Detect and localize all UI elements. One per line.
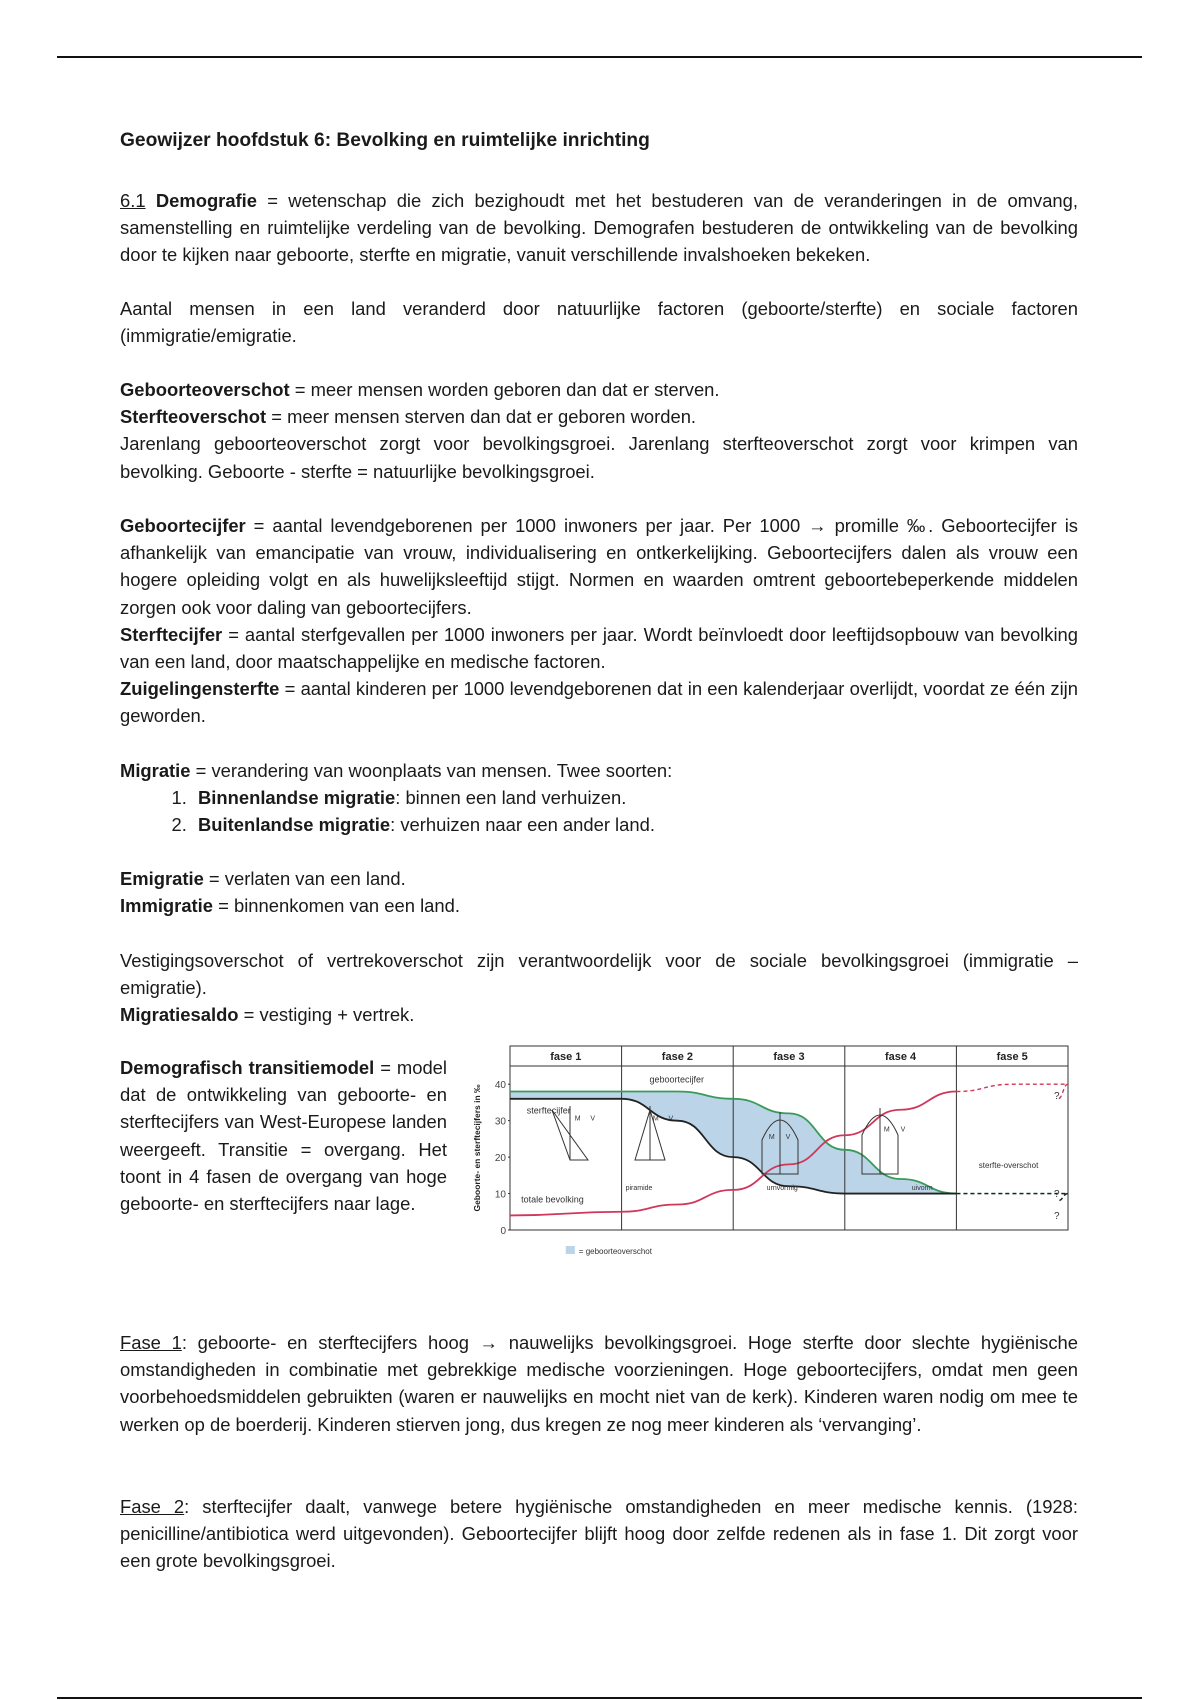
phase-label: fase 3 <box>773 1051 805 1063</box>
label-v: V <box>785 1133 791 1141</box>
transition-chart <box>470 1040 1070 1270</box>
y-tick-label: 0 <box>500 1226 506 1237</box>
label-question: ? <box>1054 1211 1060 1223</box>
term-migratie: Migratie <box>120 760 191 781</box>
y-tick-label: 40 <box>494 1080 506 1092</box>
term-zuigelingensterfte: Zuigelingensterfte <box>120 678 280 700</box>
label-sterftecijfer: sterftecijfer <box>526 1105 571 1116</box>
label-question: ? <box>1054 1090 1060 1102</box>
section-number: 6.1 <box>120 190 146 211</box>
label-m: M <box>768 1133 775 1141</box>
paragraph-fase-2: Fase 2: sterftecijfer daalt, vanwege betere hygiënische omstandigheden en meer medische kennis. (1928: penicilline/antibiotica werd uitgevonden). Geboortecijfer blijft hoog door zelfde redenen als in fase 1. Dit zorgt voor een grote bevolkingsgroei. <box>120 1496 1078 1572</box>
section-demografie <box>120 187 1078 269</box>
phase-label: fase 5 <box>996 1051 1028 1063</box>
term-sterfteoverschot: Sterfteoverschot <box>120 406 267 428</box>
section-vestiging: Vestigingsoverschot of vertrekoverschot zijn verantwoordelijk voor de sociale bevolkingsgroei (immigratie – emigratie). Migratiesaldo = vestiging + vertrek. <box>120 947 1078 1029</box>
term-geboortecijfer: Geboortecijfer <box>120 515 246 536</box>
term-sterftecijfer: Sterftecijfer <box>120 623 223 645</box>
label-geboortecijfer: geboortecijfer <box>649 1074 705 1085</box>
paragraph-vestiging: Vestigingsoverschot of vertrekoverschot zijn verantwoordelijk voor de sociale bevolkingsgroei (immigratie – emigratie). <box>120 950 1078 999</box>
series-forecast-totale-bevolking <box>956 1084 1068 1099</box>
def-geboorteoverschot: = meer mensen worden geboren dan dat er sterven. <box>289 379 720 400</box>
label-v: V <box>668 1115 674 1123</box>
def-zuigelingensterfte: = aantal kinderen per 1000 levendgeborenen dat in een kalenderjaar overlijdt, voordat ze één zijn geworden. <box>120 678 1078 727</box>
label-m: M <box>574 1115 581 1123</box>
term-demografie: Demografie <box>155 190 258 211</box>
def-geboortecijfer: = aantal levendgeborenen per 1000 inwoners per jaar. Per 1000 → promille ‰. Geboortecijfer is afhankelijk van emancipatie van vrouw, individualisering en ontkerkelijking. Geboortecijfers dalen als vrouw een hogere opleiding volgt en als huwelijksleeftijd stijgt. Normen en waarden omtrent geboortebeperkende middelen zorgen ook voor daling van geboortecijfers. <box>120 515 1078 618</box>
phase-label: fase 4 <box>884 1051 917 1063</box>
legend-label: = geboorteoverschot <box>578 1247 652 1256</box>
term-geboorteoverschot: Geboorteoverschot <box>120 379 290 400</box>
list-item: 1. Binnenlandse migratie: binnen een land verhuizen. <box>192 784 1078 811</box>
page-title: Geowijzer hoofdstuk 6: Bevolking en ruimtelijke inrichting <box>120 130 650 151</box>
bottom-rule <box>57 1697 1142 1699</box>
label-piramide: piramide <box>625 1184 653 1192</box>
top-rule <box>57 56 1142 58</box>
label-totale-bevolking: totale bevolking <box>521 1194 584 1205</box>
y-tick-label: 20 <box>494 1153 506 1165</box>
paragraph-fase-1: Fase 1: geboorte- en sterftecijfers hoog → nauwelijks bevolkingsgroei. Hoge sterfte door slechte hygiënische omstandigheden in combinatie met gebrekkige medische voorzieningen. Hoge geboortecijfers, omdat men geen voorbehoedsmiddelen gebruikten (waren er nauwelijks en mocht niet van de kerk). Kinderen waren nodig om mee te werken op de boerderij. Kinderen stierven jong, dus kregen ze nog meer kinderen als ‘vervanging’. <box>120 1332 1078 1435</box>
section-cijfers <box>120 512 1078 730</box>
paragraph-transitiemodel: Demografisch transitiemodel = model dat de ontwikkeling van geboorte- en sterftecijfers van West-Europese landen weergeeft. Transitie = overgang. Het toont in 4 fasen de overgang van hoge geboorte- en sterftecijfers naar lage. <box>120 1057 447 1215</box>
fase-1-label: Fase 1 <box>120 1332 182 1353</box>
y-tick-label: 30 <box>494 1116 506 1128</box>
legend-swatch <box>566 1246 575 1254</box>
label-question: ? <box>1054 1189 1060 1201</box>
label-sterfte-overschot: sterfte-overschot <box>978 1161 1039 1171</box>
section-emigratie: Emigratie = verlaten van een land. Immigratie = binnenkomen van een land. <box>120 868 460 917</box>
label-m: M <box>883 1126 890 1134</box>
def-sterftecijfer: = aantal sterfgevallen per 1000 inwoners per jaar. Wordt beïnvloedt door leeftijdsopbouw van bevolking van een land, door maatschappelijke en medische factoren. <box>120 623 1078 673</box>
y-tick-label: 10 <box>494 1189 506 1201</box>
label-uivorm: uivorm <box>911 1184 933 1192</box>
y-axis-label: Geboorte- en sterftecijfers in ‰ <box>472 1084 482 1212</box>
section-migratie <box>120 757 1078 839</box>
series-forecast-sterftecijfer <box>956 1194 1068 1201</box>
series-forecast-geboortecijfer <box>956 1194 1068 1201</box>
phase-label: fase 2 <box>661 1051 694 1063</box>
def-sterfteoverschot: = meer mensen sterven dan dat er geboren worden. <box>266 406 697 428</box>
def-migratie: = verandering van woonplaats van mensen. Twee soorten: <box>190 760 673 781</box>
migratie-list <box>120 784 1078 838</box>
label-v: V <box>590 1115 596 1123</box>
transition-model-figure <box>470 1040 1070 1270</box>
label-v: V <box>900 1126 906 1134</box>
label-m: M <box>652 1115 659 1123</box>
fase-2-label: Fase 2 <box>120 1496 185 1517</box>
list-item: 2. Buitenlandse migratie: verhuizen naar een ander land. <box>192 811 1078 838</box>
label-urnvormig: urnvormig <box>766 1184 798 1192</box>
def-demografie: = wetenschap die zich bezighoudt met het bestuderen van de veranderingen in de omvang, samenstelling en ruimtelijke verdeling van de bevolking. Demografen bestuderen de ontwikkeling van de bevolking door te kijken naar geboorte, sterfte en migratie, vanuit verschillende invalshoeken bekeken. <box>120 190 1078 266</box>
paragraph-factoren: Aantal mensen in een land veranderd door natuurlijke factoren (geboorte/sterfte) en sociale factoren (immigratie/emigratie. <box>120 298 1078 347</box>
term-emigratie: Emigratie <box>120 868 204 889</box>
section-overschot <box>120 376 1078 485</box>
phase-label: fase 1 <box>550 1051 582 1063</box>
term-migratiesaldo: Migratiesaldo <box>120 1004 239 1026</box>
term-transitiemodel: Demografisch transitiemodel <box>120 1057 375 1078</box>
paragraph-groei: Jarenlang geboorteoverschot zorgt voor bevolkingsgroei. Jarenlang sterfteoverschot zorgt voor krimpen van bevolking. Geboorte - sterfte = natuurlijke bevolkingsgroei. <box>120 433 1078 482</box>
term-immigratie: Immigratie <box>120 895 214 917</box>
